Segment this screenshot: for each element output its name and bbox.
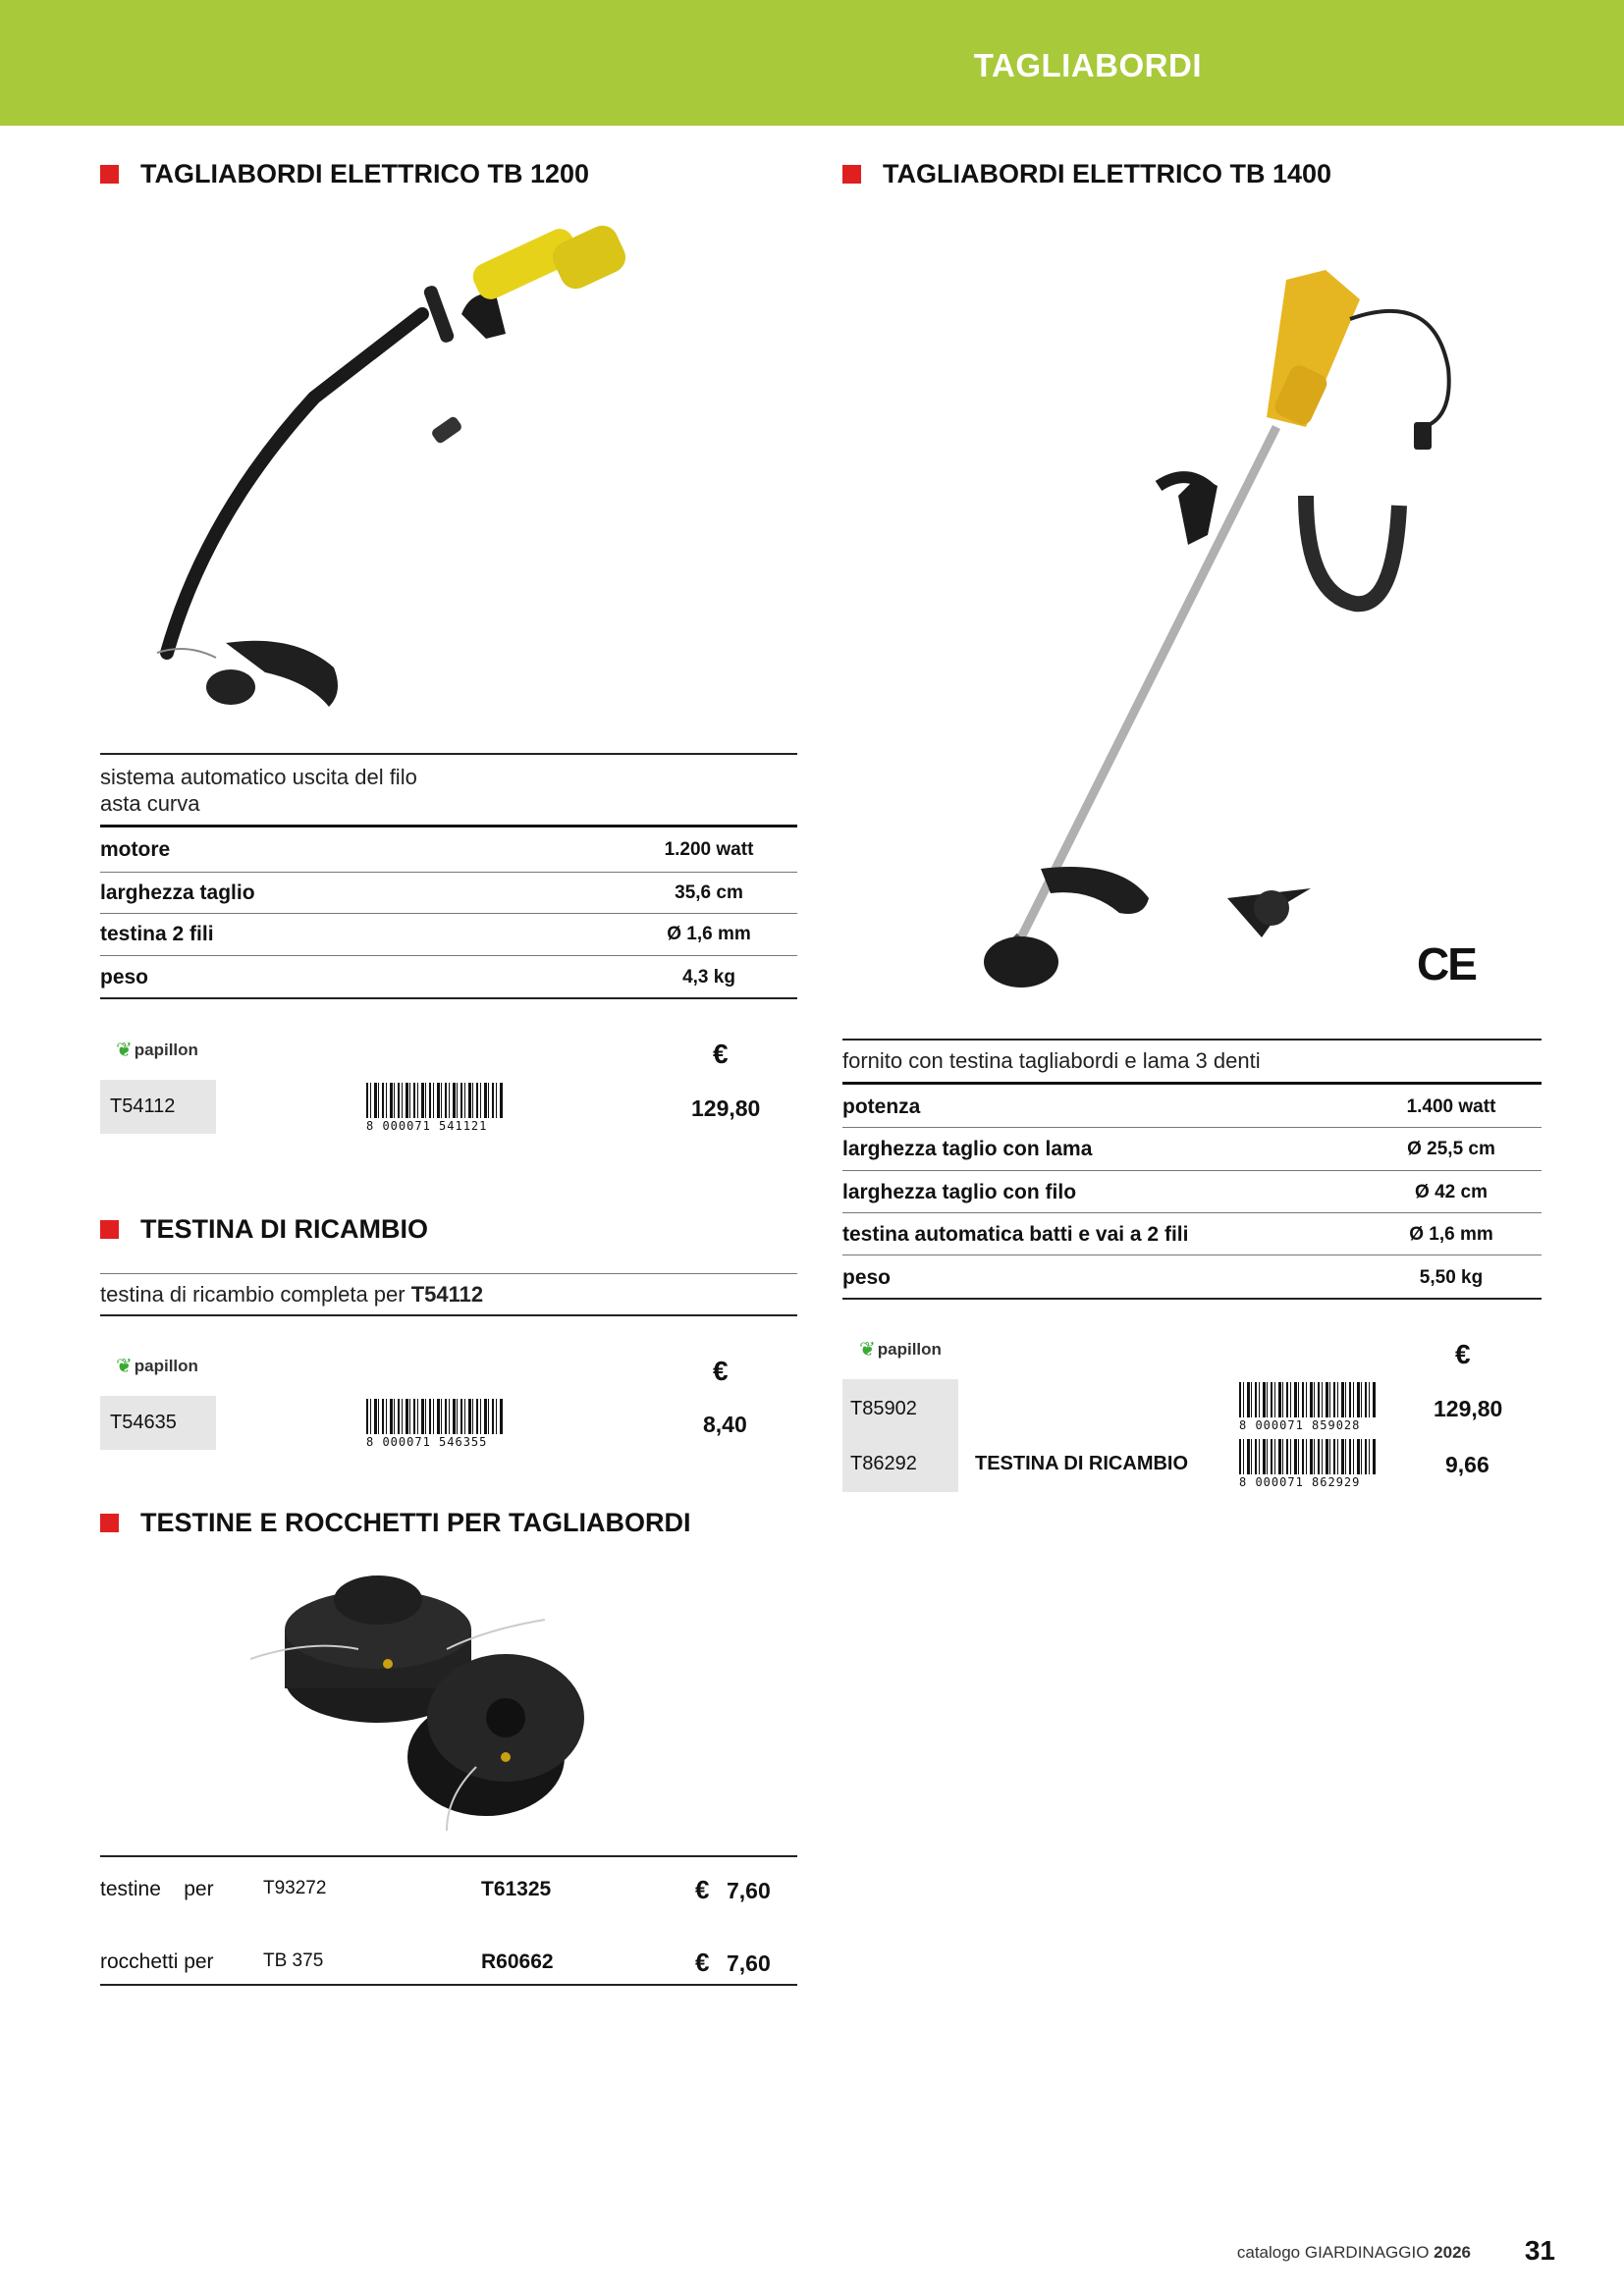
brand-text: papillon xyxy=(134,1040,198,1059)
barcode xyxy=(1239,1382,1377,1431)
product-price: 129,80 xyxy=(691,1095,761,1121)
euro-symbol: € xyxy=(1455,1339,1471,1369)
euro-symbol: € xyxy=(695,1948,710,1977)
tb1200-spec-row xyxy=(100,913,778,956)
header-band xyxy=(0,0,1624,126)
barcode-bars xyxy=(1239,1439,1377,1474)
rocchetti-row-code: R60662 xyxy=(481,1950,554,1973)
testina-desc xyxy=(100,1281,483,1308)
product-price: 8,40 xyxy=(703,1412,747,1437)
red-square-icon xyxy=(100,1514,119,1532)
red-square-icon xyxy=(100,165,119,184)
spec-value: Ø 25,5 cm xyxy=(1407,1139,1495,1159)
divider xyxy=(842,1082,1542,1085)
rocchetti-row-model: T93272 xyxy=(263,1878,327,1898)
barcode-number: 8 000071 546355 xyxy=(366,1435,488,1449)
product-price: 9,66 xyxy=(1445,1452,1489,1477)
euro-symbol: € xyxy=(695,1875,710,1904)
product-code: T85902 xyxy=(850,1398,917,1419)
tb1200-section-title xyxy=(100,159,589,189)
divider xyxy=(100,1314,797,1316)
footer-catalog xyxy=(1237,2243,1471,2263)
barcode-number: 8 000071 859028 xyxy=(1239,1418,1361,1432)
barcode-number: 8 000071 541121 xyxy=(366,1119,488,1133)
divider xyxy=(100,1984,797,1986)
tb1400-spec-row xyxy=(842,1171,1520,1214)
spec-value: Ø 42 cm xyxy=(1415,1182,1488,1202)
tb1400-spec-row xyxy=(842,1086,1520,1129)
page-number: 31 xyxy=(1524,2235,1555,2266)
product-code-cell xyxy=(100,1396,216,1450)
divider xyxy=(842,1298,1542,1300)
product-code: T54112 xyxy=(110,1095,176,1117)
papillon-logo xyxy=(116,1354,198,1378)
barcode xyxy=(366,1083,504,1132)
testina-desc-code: T54112 xyxy=(410,1282,484,1307)
testina-section-title xyxy=(100,1214,428,1245)
rocchetti-row-code: T61325 xyxy=(481,1878,552,1900)
product-code-cell xyxy=(100,1080,216,1134)
spec-label: larghezza taglio con lama xyxy=(842,1138,1093,1160)
tb1200-desc-line-2: asta curva xyxy=(100,791,200,816)
spec-label: larghezza taglio xyxy=(100,881,255,904)
divider xyxy=(100,1273,797,1274)
spec-label: potenza xyxy=(842,1095,921,1118)
spec-label: testina automatica batti e vai a 2 fili xyxy=(842,1223,1189,1246)
barcode-bars xyxy=(1239,1382,1377,1417)
red-square-icon xyxy=(100,1220,119,1239)
barcode-bars xyxy=(366,1083,504,1118)
rocchetti-title-text: TESTINE E ROCCHETTI PER TAGLIABORDI xyxy=(140,1508,691,1537)
leaf-icon: ❦ xyxy=(859,1339,876,1361)
product-code: T86292 xyxy=(850,1453,917,1474)
spec-label: peso xyxy=(842,1266,892,1289)
tb1400-spec-row xyxy=(842,1128,1520,1171)
spec-label: motore xyxy=(100,838,171,861)
tb1200-title-text: TAGLIABORDI ELETTRICO TB 1200 xyxy=(140,159,590,188)
spec-value: 1.200 watt xyxy=(664,839,754,860)
spool-heads-image xyxy=(250,1561,663,1836)
rocchetti-section-title xyxy=(100,1508,691,1538)
barcode-bars xyxy=(366,1399,504,1434)
tb1200-spec-row xyxy=(100,828,778,872)
divider xyxy=(100,753,797,755)
ce-mark: CE xyxy=(1417,938,1476,989)
barcode-number: 8 000071 862929 xyxy=(1239,1475,1361,1489)
spec-value: 35,6 cm xyxy=(675,882,743,903)
brand-text: papillon xyxy=(877,1339,942,1359)
product-code: T54635 xyxy=(110,1412,177,1433)
tb1200-product-image xyxy=(147,221,746,731)
spec-value: 4,3 kg xyxy=(682,967,735,988)
rocchetti-row-model: TB 375 xyxy=(263,1950,324,1971)
divider xyxy=(100,1855,797,1857)
barcode xyxy=(1239,1439,1377,1488)
testina-title-text: TESTINA DI RICAMBIO xyxy=(140,1214,428,1244)
rocchetti-row-label: rocchetti per xyxy=(100,1950,214,1973)
testina-desc-text: testina di ricambio completa per xyxy=(100,1282,406,1307)
barcode xyxy=(366,1399,504,1448)
divider xyxy=(842,1039,1542,1041)
page-category-title: TAGLIABORDI xyxy=(973,47,1202,83)
papillon-logo xyxy=(116,1038,198,1062)
spec-value: 5,50 kg xyxy=(1419,1267,1484,1288)
tb1200-spec-row xyxy=(100,956,778,999)
tb1400-desc: fornito con testina tagliabordi e lama 3 denti xyxy=(842,1048,1261,1073)
product-price: 129,80 xyxy=(1434,1396,1503,1421)
product-name: TESTINA DI RICAMBIO xyxy=(975,1453,1189,1474)
tb1400-title-text: TAGLIABORDI ELETTRICO TB 1400 xyxy=(883,159,1332,188)
leaf-icon: ❦ xyxy=(116,1040,133,1061)
spec-label: peso xyxy=(100,966,149,988)
rocchetti-row-price: 7,60 xyxy=(727,1950,771,1976)
euro-symbol: € xyxy=(713,1039,729,1069)
tb1400-spec-row xyxy=(842,1256,1520,1300)
rocchetti-row-label: testine per xyxy=(100,1878,214,1900)
spec-label: larghezza taglio con filo xyxy=(842,1181,1077,1203)
spec-value: 1.400 watt xyxy=(1406,1096,1496,1117)
divider xyxy=(100,825,797,828)
spec-label: testina 2 fili xyxy=(100,923,214,945)
footer-catalog-text: catalogo GIARDINAGGIO xyxy=(1236,2243,1430,2262)
footer-year: 2026 xyxy=(1434,2243,1471,2262)
tb1200-spec-row xyxy=(100,872,778,915)
rocchetti-row-price: 7,60 xyxy=(727,1878,771,1903)
leaf-icon: ❦ xyxy=(116,1356,133,1377)
tb1400-spec-row xyxy=(842,1213,1520,1256)
papillon-logo xyxy=(859,1337,942,1362)
tb1400-product-image xyxy=(962,250,1483,996)
spec-value: Ø 1,6 mm xyxy=(667,924,751,944)
tb1400-section-title xyxy=(842,159,1331,189)
spec-value: Ø 1,6 mm xyxy=(1409,1224,1493,1245)
euro-symbol: € xyxy=(713,1356,729,1386)
divider xyxy=(100,997,797,999)
tb1200-desc-line-1: sistema automatico uscita del filo xyxy=(100,765,417,789)
red-square-icon xyxy=(842,165,861,184)
brand-text: papillon xyxy=(134,1356,198,1375)
